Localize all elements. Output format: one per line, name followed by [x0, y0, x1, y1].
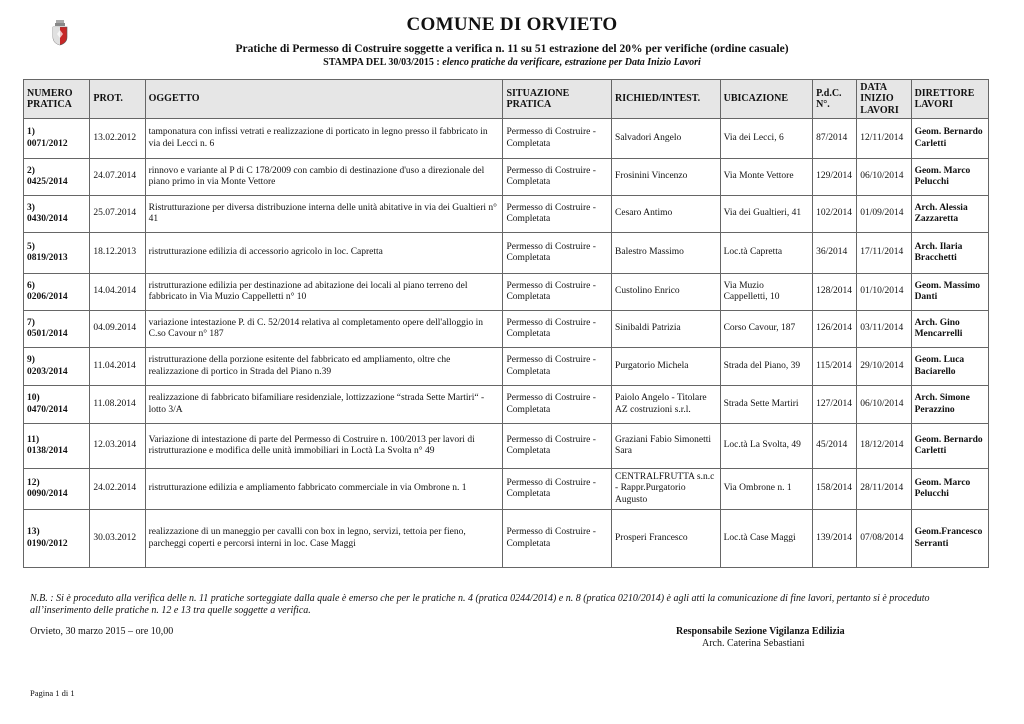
cell-richiedente: CENTRALFRUTTA s.n.c - Rappr.Purgatorio Augusto: [612, 469, 721, 510]
cell-numero: [24, 469, 90, 510]
cell-data-inizio: 12/11/2014: [857, 119, 911, 159]
row-index: 1): [27, 127, 35, 137]
responsabile-name: Arch. Caterina Sebastiani: [702, 638, 805, 649]
cell-situazione: Permesso di Costruire - Completata: [503, 159, 612, 196]
cell-ubicazione: Via dei Gualtieri, 41: [720, 196, 812, 233]
col-header-direttore: DIRETTORE LAVORI: [911, 80, 988, 119]
table-row: [24, 424, 989, 469]
cell-data-inizio: 01/10/2014: [857, 274, 911, 311]
row-index: 10): [27, 393, 40, 403]
page-number: Pagina 1 di 1: [30, 688, 75, 698]
table-header-row: [24, 80, 989, 119]
cell-pdc: 126/2014: [813, 311, 857, 348]
pratica-number: 0819/2013: [27, 253, 68, 263]
cell-prot: 14.04.2014: [90, 274, 145, 311]
table-row: [24, 233, 989, 274]
pratica-number: 0138/2014: [27, 446, 68, 456]
cell-ubicazione: Via dei Lecci, 6: [720, 119, 812, 159]
cell-direttore: Arch. Alessia Zazzaretta: [911, 196, 988, 233]
cell-richiedente: Custolino Enrico: [612, 274, 721, 311]
cell-situazione: Permesso di Costruire - Completata: [503, 196, 612, 233]
cell-pdc: 36/2014: [813, 233, 857, 274]
pratica-number: 0430/2014: [27, 214, 68, 224]
cell-oggetto: Variazione di intestazione di parte del Permesso di Costruire n. 100/2013 per lavori di ristrutturazione e modifica delle unità immobiliari in Loctà La Svolta n° 49: [145, 424, 503, 469]
pratiche-table: [23, 79, 989, 568]
col-header-oggetto: OGGETTO: [145, 80, 503, 119]
cell-richiedente: Balestro Massimo: [612, 233, 721, 274]
footnote: N.B. : Si è proceduto alla verifica delle n. 11 pratiche sorteggiate dalla quale è emerso che per le pratiche n. 4 (pratica 0244/2014) e n. 8 (pratica 0210/2014) è agli atti la comunicazione di fine lavori, pertanto si è proceduto all’inserimento delle pratiche n. 12 e 13 tra quelle soggette a verifica.: [30, 593, 930, 616]
cell-oggetto: variazione intestazione P. di C. 52/2014 relativa al completamento opere dell'alloggio in C.so Cavour n° 187: [145, 311, 503, 348]
cell-pdc: 102/2014: [813, 196, 857, 233]
table-row: [24, 274, 989, 311]
col-header-data: DATA INIZIO LAVORI: [857, 80, 911, 119]
cell-pdc: 45/2014: [813, 424, 857, 469]
cell-prot: 11.04.2014: [90, 348, 145, 386]
row-index: 9): [27, 355, 35, 365]
pratica-number: 0190/2012: [27, 538, 68, 549]
cell-numero: [24, 386, 90, 424]
cell-prot: 04.09.2014: [90, 311, 145, 348]
cell-direttore: Geom.Francesco Serranti: [911, 510, 988, 568]
cell-numero: [24, 348, 90, 386]
cell-oggetto: ristrutturazione edilizia di accessorio agricolo in loc. Capretta: [145, 233, 503, 274]
table-row: [24, 469, 989, 510]
cell-richiedente: Purgatorio Michela: [612, 348, 721, 386]
cell-numero: [24, 159, 90, 196]
cell-data-inizio: 06/10/2014: [857, 159, 911, 196]
col-header-ubicazione: UBICAZIONE: [720, 80, 812, 119]
cell-ubicazione: Via Ombrone n. 1: [720, 469, 812, 510]
cell-direttore: Arch. Gino Mencarrelli: [911, 311, 988, 348]
cell-direttore: Geom. Luca Baciarello: [911, 348, 988, 386]
col-header-prot: PROT.: [90, 80, 145, 119]
cell-numero: [24, 311, 90, 348]
table-row: [24, 510, 989, 568]
cell-numero: [24, 233, 90, 274]
cell-ubicazione: Loc.tà Case Maggi: [720, 510, 812, 568]
cell-richiedente: Prosperi Francesco: [612, 510, 721, 568]
cell-oggetto: ristrutturazione della porzione esitente del fabbricato ed ampliamento, oltre che realizzazione di portico in Strada del Piano n.39: [145, 348, 503, 386]
print-date-label: STAMPA DEL 30/03/2015 :: [323, 57, 440, 68]
cell-situazione: Permesso di Costruire - Completata: [503, 311, 612, 348]
page-subtitle: Pratiche di Permesso di Costruire soggette a verifica n. 11 su 51 estrazione del 20% per verifiche (ordine casuale): [235, 43, 789, 55]
cell-richiedente: Graziani Fabio Simonetti Sara: [612, 424, 721, 469]
row-index: 13): [27, 527, 40, 537]
cell-data-inizio: 29/10/2014: [857, 348, 911, 386]
cell-data-inizio: 03/11/2014: [857, 311, 911, 348]
cell-ubicazione: Via Muzio Cappelletti, 10: [720, 274, 812, 311]
cell-direttore: Geom. Bernardo Carletti: [911, 424, 988, 469]
cell-data-inizio: 01/09/2014: [857, 196, 911, 233]
cell-direttore: Geom. Marco Pelucchi: [911, 469, 988, 510]
cell-pdc: 127/2014: [813, 386, 857, 424]
cell-direttore: Arch. Simone Perazzino: [911, 386, 988, 424]
cell-prot: 11.08.2014: [90, 386, 145, 424]
table-row: [24, 311, 989, 348]
cell-situazione: Permesso di Costruire - Completata: [503, 469, 612, 510]
cell-richiedente: Salvadori Angelo: [612, 119, 721, 159]
cell-data-inizio: 18/12/2014: [857, 424, 911, 469]
cell-pdc: 87/2014: [813, 119, 857, 159]
cell-numero: [24, 274, 90, 311]
cell-situazione: Permesso di Costruire - Completata: [503, 424, 612, 469]
print-description: elenco pratiche da verificare, estrazione per Data Inizio Lavori: [442, 57, 701, 68]
cell-situazione: Permesso di Costruire - Completata: [503, 233, 612, 274]
pratica-number: 0501/2014: [27, 329, 68, 339]
row-index: 12): [27, 477, 40, 488]
cell-situazione: Permesso di Costruire - Completata: [503, 274, 612, 311]
cell-numero: [24, 196, 90, 233]
cell-pdc: 158/2014: [813, 469, 857, 510]
pratica-number: 0203/2014: [27, 366, 68, 377]
cell-richiedente: Cesaro Antimo: [612, 196, 721, 233]
col-header-pdc: P.d.C. N°.: [813, 80, 857, 119]
cell-numero: [24, 424, 90, 469]
table-row: [24, 348, 989, 386]
cell-numero: [24, 119, 90, 159]
col-header-richiedente: RICHIED/INTEST.: [612, 80, 721, 119]
table-row: [24, 119, 989, 159]
cell-oggetto: rinnovo e variante al P di C 178/2009 con cambio di destinazione d'uso a direzionale del piano primo in via Monte Vettore: [145, 159, 503, 196]
cell-data-inizio: 17/11/2014: [857, 233, 911, 274]
row-index: 5): [27, 241, 35, 252]
cell-situazione: Permesso di Costruire - Completata: [503, 119, 612, 159]
cell-prot: 24.07.2014: [90, 159, 145, 196]
cell-data-inizio: 06/10/2014: [857, 386, 911, 424]
col-header-numero: NUMERO PRATICA: [24, 80, 90, 119]
cell-direttore: Geom. Marco Pelucchi: [911, 159, 988, 196]
cell-richiedente: Frosinini Vincenzo: [612, 159, 721, 196]
cell-prot: 30.03.2012: [90, 510, 145, 568]
cell-oggetto: realizzazione di fabbricato bifamiliare residenziale, lottizzazione “strada Sette Martiri“ - lotto 3/A: [145, 386, 503, 424]
cell-oggetto: ristrutturazione edilizia per destinazione ad abitazione dei locali al piano terreno del fabbricato in Via Muzio Cappelletti n° 10: [145, 274, 503, 311]
cell-data-inizio: 28/11/2014: [857, 469, 911, 510]
cell-prot: 13.02.2012: [90, 119, 145, 159]
col-header-situazione: SITUAZIONE PRATICA: [503, 80, 612, 119]
print-info: [0, 57, 1024, 68]
cell-situazione: Permesso di Costruire - Completata: [503, 386, 612, 424]
cell-situazione: Permesso di Costruire - Completata: [503, 510, 612, 568]
pratica-number: 0470/2014: [27, 404, 68, 415]
cell-richiedente: Sinibaldi Patrizia: [612, 311, 721, 348]
table-row: [24, 159, 989, 196]
row-index: 7): [27, 317, 35, 328]
cell-direttore: Geom. Bernardo Carletti: [911, 119, 988, 159]
pratica-number: 0206/2014: [27, 292, 68, 302]
cell-situazione: Permesso di Costruire - Completata: [503, 348, 612, 386]
cell-ubicazione: Strada del Piano, 39: [720, 348, 812, 386]
cell-oggetto: Ristrutturazione per diversa distribuzione interna delle unità abitative in via dei Gualtieri n° 41: [145, 196, 503, 233]
pratica-number: 0090/2014: [27, 489, 68, 499]
cell-pdc: 115/2014: [813, 348, 857, 386]
cell-oggetto: realizzazione di un maneggio per cavalli con box in legno, servizi, tettoia per fieno, parcheggi coperti e percorsi interni in loc. Case Maggi: [145, 510, 503, 568]
cell-pdc: 139/2014: [813, 510, 857, 568]
cell-oggetto: ristrutturazione edilizia e ampliamento fabbricato commerciale in via Ombrone n. 1: [145, 469, 503, 510]
table-row: [24, 386, 989, 424]
cell-prot: 18.12.2013: [90, 233, 145, 274]
cell-ubicazione: Strada Sette Martiri: [720, 386, 812, 424]
row-index: 6): [27, 280, 35, 291]
row-index: 2): [27, 165, 35, 176]
cell-richiedente: Paiolo Angelo - Titolare AZ costruzioni s.r.l.: [612, 386, 721, 424]
cell-direttore: Geom. Massimo Danti: [911, 274, 988, 311]
row-index: 3): [27, 202, 35, 213]
cell-ubicazione: Loc.tà Capretta: [720, 233, 812, 274]
cell-ubicazione: Via Monte Vettore: [720, 159, 812, 196]
cell-oggetto: tamponatura con infissi vetrati e realizzazione di porticato in legno presso il fabbricato in via dei Lecci n. 6: [145, 119, 503, 159]
cell-pdc: 129/2014: [813, 159, 857, 196]
pratica-number: 0071/2012: [27, 138, 68, 149]
responsabile-title: Responsabile Sezione Vigilanza Edilizia: [676, 626, 845, 637]
cell-ubicazione: Loc.tà La Svolta, 49: [720, 424, 812, 469]
cell-prot: 25.07.2014: [90, 196, 145, 233]
place-date: Orvieto, 30 marzo 2015 – ore 10,00: [30, 626, 174, 637]
cell-numero: [24, 510, 90, 568]
row-index: 11): [27, 434, 40, 445]
pratica-number: 0425/2014: [27, 177, 68, 187]
table-row: [24, 196, 989, 233]
cell-prot: 12.03.2014: [90, 424, 145, 469]
cell-pdc: 128/2014: [813, 274, 857, 311]
cell-direttore: Arch. Ilaria Bracchetti: [911, 233, 988, 274]
cell-prot: 24.02.2014: [90, 469, 145, 510]
cell-data-inizio: 07/08/2014: [857, 510, 911, 568]
page-title: COMUNE DI ORVIETO: [406, 14, 618, 35]
cell-ubicazione: Corso Cavour, 187: [720, 311, 812, 348]
